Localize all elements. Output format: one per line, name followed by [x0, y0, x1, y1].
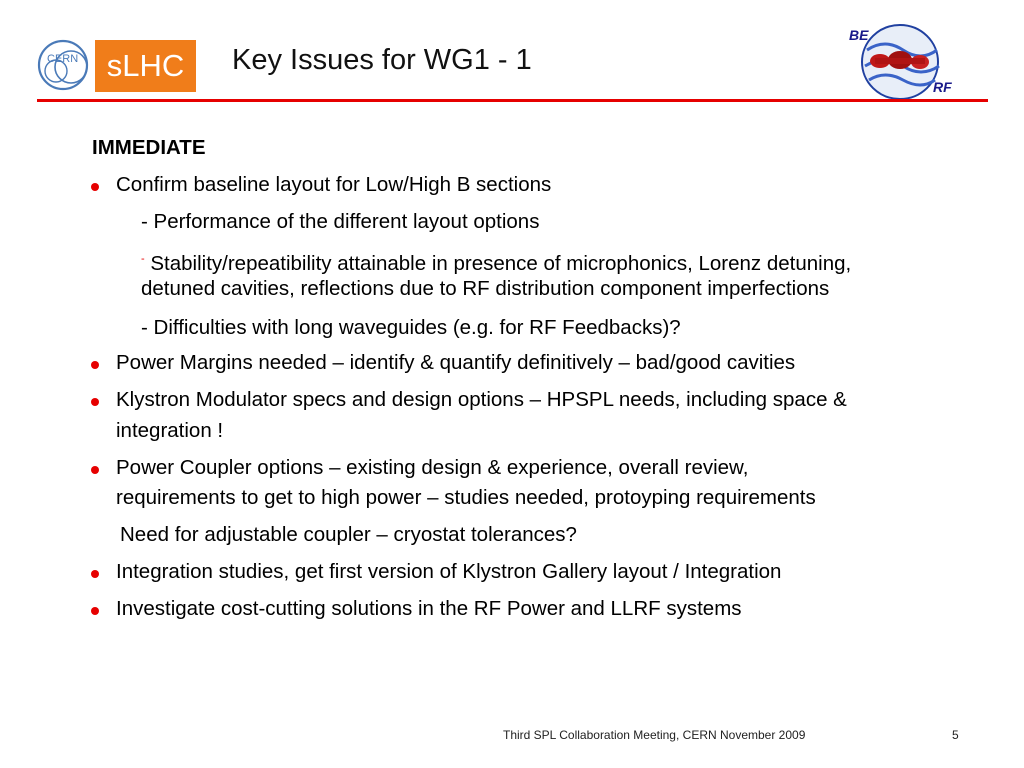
- cern-logo: [36, 38, 94, 94]
- sub-item-2: [141, 245, 851, 278]
- section-heading: IMMEDIATE: [92, 136, 206, 159]
- footer-text: Third SPL Collaboration Meeting, CERN November 2009: [503, 728, 806, 742]
- bullet-dot: [91, 466, 99, 474]
- bullet-dot: [91, 361, 99, 369]
- bullet-item-4: Power Coupler options – existing design & experience, overall review,: [116, 456, 749, 479]
- slhc-logo: sLHC: [95, 40, 196, 92]
- bullet-dot: [91, 183, 99, 191]
- cern-logo-text: CERN: [47, 53, 79, 65]
- bullet-item-1: Confirm baseline layout for Low/High B sections: [116, 173, 552, 196]
- bullet-item-4-continued: requirements to get to high power – studies needed, protoyping requirements: [116, 486, 816, 509]
- bullet-item-6: Investigate cost-cutting solutions in the RF Power and LLRF systems: [116, 597, 742, 620]
- bullet-dot: [91, 570, 99, 578]
- sub-item-2-text: Stability/repeatibility attainable in presence of microphonics, Lorenz detuning,: [144, 251, 852, 275]
- bullet-item-3: Klystron Modulator specs and design options – HPSPL needs, including space &: [116, 388, 847, 411]
- bullet-dot: [91, 607, 99, 615]
- bullet-item-2: Power Margins needed – identify & quantify definitively – bad/good cavities: [116, 351, 796, 374]
- rf-label: RF: [933, 79, 952, 95]
- bullet-item-4-note: Need for adjustable coupler – cryostat tolerances?: [120, 523, 577, 546]
- sub-item-2-continued: detuned cavities, reflections due to RF distribution component imperfections: [141, 277, 830, 300]
- be-label: BE: [849, 27, 869, 43]
- page-number: 5: [952, 728, 959, 742]
- be-rf-logo: [845, 20, 955, 102]
- sub-item-1: - Performance of the different layout options: [141, 210, 540, 233]
- bullet-item-5: Integration studies, get first version of Klystron Gallery layout / Integration: [116, 560, 782, 583]
- header-divider: [37, 99, 988, 102]
- sub-item-2-dash: -: [141, 253, 145, 265]
- sub-item-3: - Difficulties with long waveguides (e.g. for RF Feedbacks)?: [141, 316, 681, 339]
- bullet-item-3-continued: integration !: [116, 419, 224, 442]
- bullet-dot: [91, 398, 99, 406]
- page-title: Key Issues for WG1 - 1: [232, 44, 532, 76]
